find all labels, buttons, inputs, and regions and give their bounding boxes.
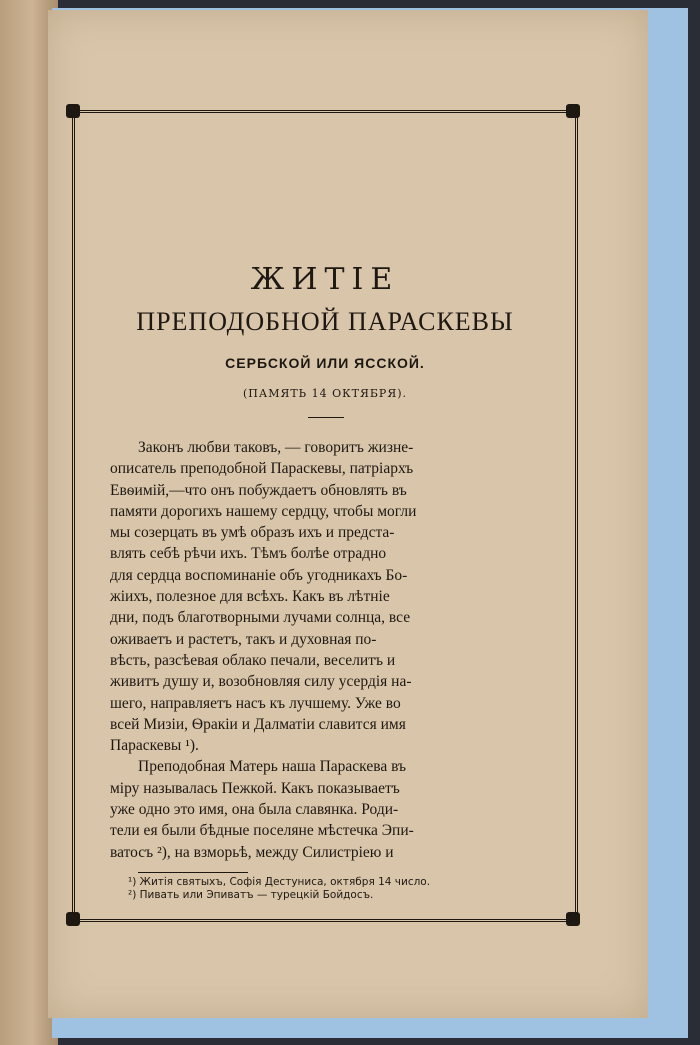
footnote-1: ¹) Житія святыхъ, Софія Дестуниса, октября 14 число. bbox=[128, 876, 431, 888]
body-line: живитъ душу и, возобновляя силу усердія на- bbox=[110, 673, 412, 691]
footnotes bbox=[128, 876, 548, 902]
body-line: тели ея были бѣдные поселяне мѣстечка Эпи- bbox=[110, 822, 414, 840]
body-line: Параскевы ¹). bbox=[110, 737, 199, 755]
page-content bbox=[78, 112, 572, 916]
body-line: шего, направляетъ насъ къ лучшему. Уже во bbox=[110, 694, 401, 712]
body-line: оживаетъ и растетъ, такъ и духовная по- bbox=[110, 630, 377, 648]
body-text bbox=[110, 437, 530, 863]
body-line: Евѳимій,—что онъ побуждаетъ обновлять въ bbox=[110, 481, 407, 499]
body-line: для сердца воспоминаніе объ угодникахъ Бо- bbox=[110, 566, 408, 584]
body-line: ватосъ ²), на взморьѣ, между Силистріею и bbox=[110, 843, 394, 861]
body-line: міру называлась Пежкой. Какъ показываетъ bbox=[110, 779, 400, 797]
body-line: влять себѣ рѣчи ихъ. Тѣмъ болѣе отрадно bbox=[110, 545, 387, 563]
body-line: вѣсть, разсѣевая облако печали, веселитъ и bbox=[110, 651, 396, 669]
footnote-rule bbox=[138, 872, 248, 873]
body-line: жіихъ, полезное для всѣхъ. Какъ въ лѣтніе bbox=[110, 588, 390, 606]
footnote-2: ²) Пивать или Эпиватъ — турецкій Бойдосъ. bbox=[128, 889, 374, 901]
body-line: памяти дорогихъ нашему сердцу, чтобы могли bbox=[110, 502, 417, 520]
body-line: уже одно это имя, она была славянка. Роди- bbox=[110, 801, 399, 819]
title-divider bbox=[308, 417, 344, 418]
body-line: Преподобная Матерь наша Параскева въ bbox=[138, 758, 407, 776]
title-subtitle: ПРЕПОДОБНОЙ ПАРАСКЕВЫ bbox=[136, 307, 514, 336]
title-subtitle-2: СЕРБСКОЙ ИЛИ ЯССКОЙ. bbox=[225, 355, 425, 371]
title-main: ЖИТІЕ bbox=[250, 262, 400, 297]
body-line: всей Мизіи, Ѳракіи и Далматіи славится имя bbox=[110, 715, 406, 733]
body-line: описатель преподобной Параскевы, патріархъ bbox=[110, 460, 414, 478]
body-line: дни, подъ благотворными лучами солнца, все bbox=[110, 609, 411, 627]
body-line: Законъ любви таковъ, — говоритъ жизне- bbox=[138, 439, 414, 456]
memory-date: (ПАМЯТЬ 14 ОКТЯБРЯ). bbox=[242, 387, 407, 400]
body-line: мы созерцать въ умѣ образъ ихъ и предста- bbox=[110, 524, 395, 542]
